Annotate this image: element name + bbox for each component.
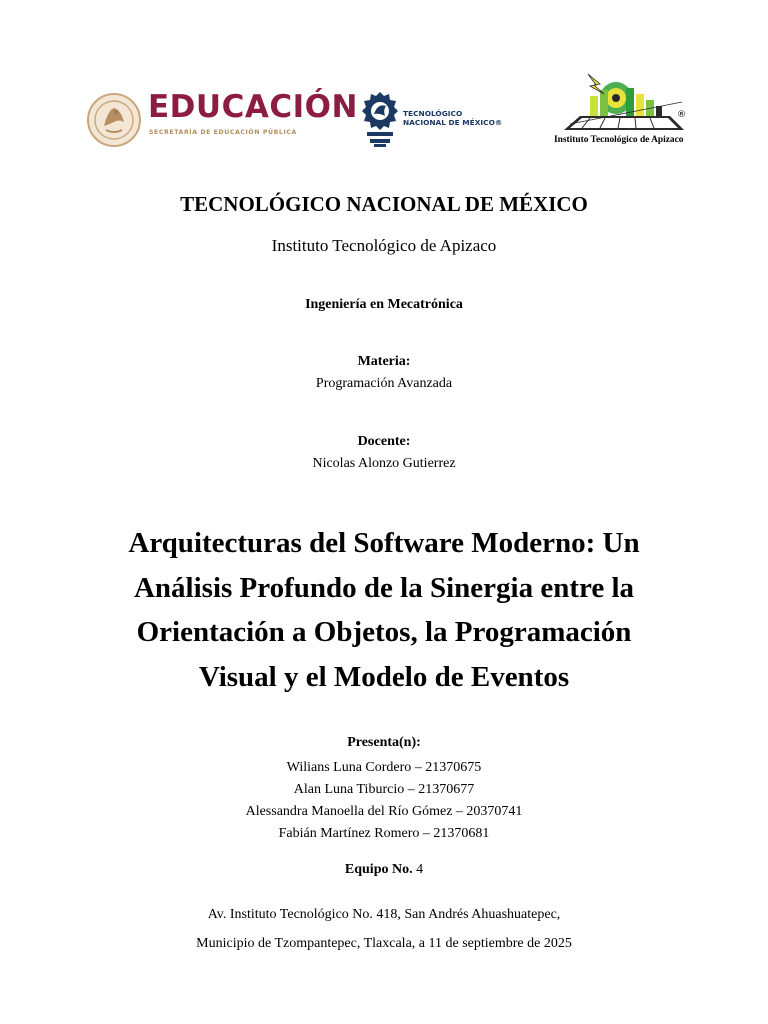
tecnm-text-line2: NACIONAL DE MÉXICO® [403, 118, 503, 127]
career-name: Ingeniería en Mecatrónica [305, 297, 463, 312]
team-value: 4 [416, 862, 424, 877]
teacher-label: Docente: [357, 434, 411, 449]
subject-value: Programación Avanzada [315, 376, 453, 391]
title-line: Análisis Profundo de la Sinergia entre la [133, 571, 635, 604]
title-line: Arquitecturas del Software Moderno: Un [128, 527, 640, 559]
address-line-2: Municipio de Tzompantepec, Tlaxcala, a 11 de septiembre de 2025 [196, 936, 572, 951]
teacher-value: Nicolas Alonzo Gutierrez [312, 456, 456, 471]
presenter-item: Alessandra Manoella del Río Gómez – 20370741 [245, 804, 523, 819]
subject-label: Materia: [357, 354, 411, 369]
tecnm-gear-eagle-icon [361, 90, 399, 148]
ita-registered-mark: ® [677, 110, 686, 120]
title-line: Visual y el Modelo de Eventos [198, 660, 570, 693]
presenter-item: Wilians Luna Cordero – 21370675 [286, 760, 482, 775]
presenters-label: Presenta(n): [347, 735, 421, 750]
mexican-seal-icon [86, 92, 142, 148]
presenter-item: Fabián Martínez Romero – 21370681 [278, 826, 490, 841]
ita-emblem-icon [560, 72, 686, 134]
educacion-wordmark: EDUCACIÓN [148, 89, 358, 125]
educacion-subtitle: SECRETARÍA DE EDUCACIÓN PÚBLICA [149, 129, 297, 136]
tecnm-text-line1: TECNOLÓGICO [403, 109, 463, 118]
ita-caption: Instituto Tecnológico de Apizaco [554, 135, 684, 145]
ita-logo [550, 72, 692, 148]
address-line-1: Av. Instituto Tecnológico No. 418, San Andrés Ahuashuatepec, [207, 907, 561, 922]
tecnm-logo [361, 90, 503, 150]
educacion-logo [86, 88, 358, 152]
tecnm-wordmark [403, 109, 502, 127]
team-number [0, 862, 768, 878]
presenters-list [0, 757, 768, 845]
presenter-item: Alan Luna Tiburcio – 21370677 [293, 782, 475, 797]
team-label: Equipo No. [344, 862, 413, 877]
campus-name: Instituto Tecnológico de Apizaco [271, 236, 497, 255]
document-title [84, 521, 684, 699]
title-line: Orientación a Objetos, la Programación [136, 616, 632, 648]
institution-name: TECNOLÓGICO NACIONAL DE MÉXICO [180, 192, 588, 216]
